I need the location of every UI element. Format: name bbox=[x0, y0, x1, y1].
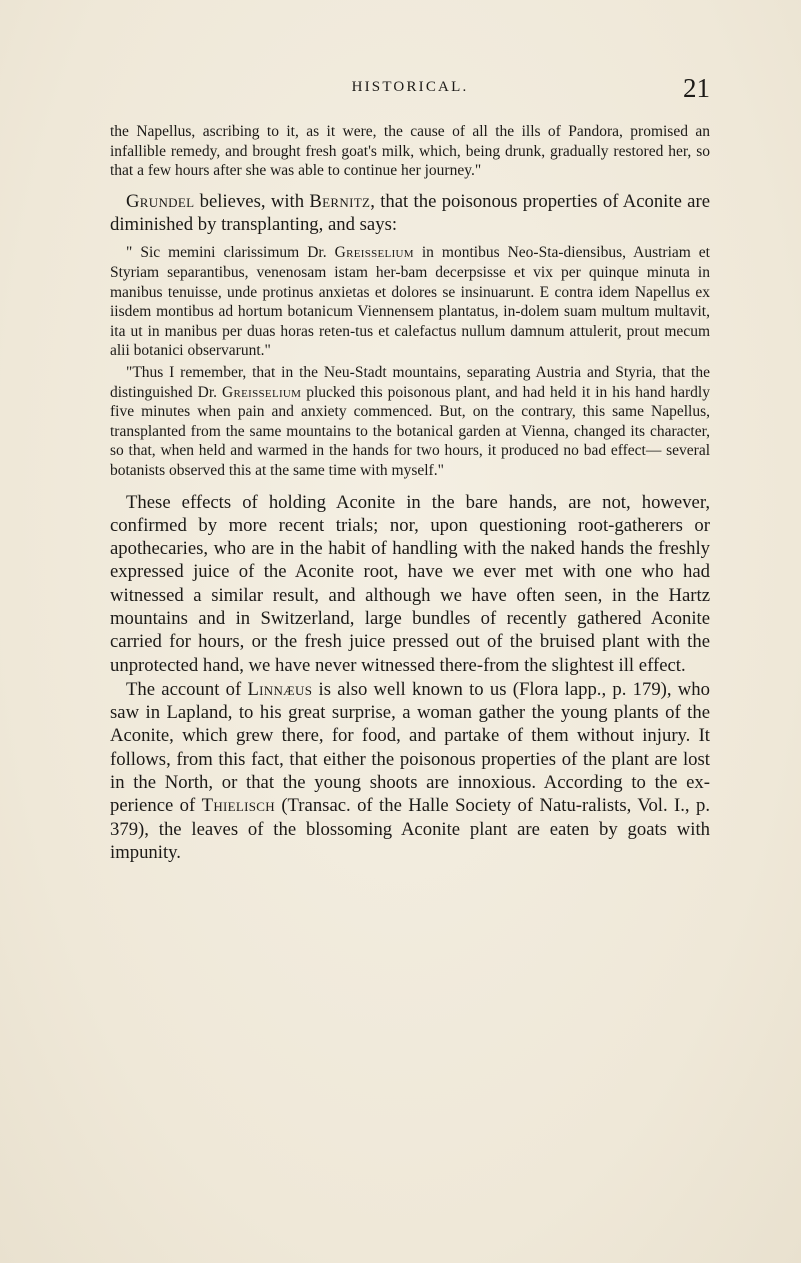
paragraph-goats-milk: the Napellus, ascribing to it, as it were, the cause of all the ills of Pandora, promised an infallible remedy, and brought fresh goat's milk, which, being drunk, gradually restored her, so that a few hours after she was able to continue her journey." bbox=[110, 123, 710, 180]
text-fragment: , that the poisonous properties of Aconite are diminished by transplanting, and says: bbox=[110, 190, 710, 236]
page-number: 21 bbox=[683, 73, 710, 103]
text-fragment: The account of bbox=[126, 678, 248, 700]
author-name-grundel: Grundel bbox=[126, 190, 195, 212]
paragraph-linnaeus bbox=[110, 678, 710, 864]
paragraph-effects: These effects of holding Aconite in the bare hands, are not, however, confirmed by more recent trials; nor, upon questioning root-gatherers or apothecaries, who are in the habit of handling with the naked hands the freshly expressed juice of the Aconite root, have we ever met with one who had witnessed a similar result, and although we have often seen, in the Hartz mountains and in Switzerland, large bundles of recently gathered Aconite carried for hours, or the fresh juice pressed out of the bruised plant with the unprotected hand, we have never witnessed there-from the slightest ill effect. bbox=[110, 491, 710, 676]
running-title: HISTORICAL. bbox=[351, 79, 469, 95]
text-fragment: "Thus I remember, that in the Neu-Stadt mountains, separating Austria and Styria, that the distinguished Dr. bbox=[110, 363, 710, 401]
text-fragment: (Transac. of the Halle Society of Natu-ralists, Vol. I., p. 379), the leaves of the blossoming Aconite plant are eaten by goats with impunity. bbox=[110, 795, 710, 863]
paragraph-latin-quote bbox=[110, 243, 710, 361]
paragraph-translation bbox=[110, 363, 710, 481]
author-name-greisselium: Greisselium bbox=[221, 383, 302, 401]
author-name-linnaeus: Linnæus bbox=[247, 678, 313, 700]
text-fragment: " Sic memini clarissimum Dr. bbox=[126, 244, 335, 262]
author-name-thielisch: Thielisch bbox=[201, 795, 275, 817]
text-fragment: plucked this poisonous plant, and had held it in his hand hardly five minutes when pain and anxiety commenced. But, on the contrary, this same Napellus, transplanted from the same mountains to the botanical garden at Vienna, changed its character, so that, when held and warmed in the hands for two hours, it produced no bad effect— several botanists observed this at the same time with myself." bbox=[110, 383, 710, 479]
text-fragment: in montibus Neo-Sta-diensibus, Austriam et Styriam separantibus, venenosam istam her-bam decerpsisse et vix per quinque minuta in manibus tenuisse, unde protinus anxietas et dolores se insinuarunt. E contra idem Napellus ex iisdem montibus ad hortum botanicum Viennensem plantatus, in-dolem suam multum multavit, ita ut in manibus per duas horas reten-tus et calefactus nullum damnum attulerit, prout mecum alii botanici observarunt." bbox=[110, 244, 710, 360]
page-body bbox=[110, 122, 710, 864]
paragraph-grundel bbox=[110, 190, 710, 237]
author-name-bernitz: Bernitz bbox=[309, 190, 371, 212]
text-fragment: is also well known to us (Flora lapp., p. 179), who saw in Lapland, to his great surprise, a woman gather the young plants of the Aconite, which grew there, for food, and partake of them without injury. It follows, from this fact, that either the poisonous properties of the plant are lost in the North, or that the young shoots are innoxious. According to the ex-perience of bbox=[110, 678, 710, 817]
page-header bbox=[110, 73, 710, 109]
text-fragment: believes, with bbox=[194, 190, 310, 212]
author-name-greisselium: Greisselium bbox=[334, 244, 414, 262]
